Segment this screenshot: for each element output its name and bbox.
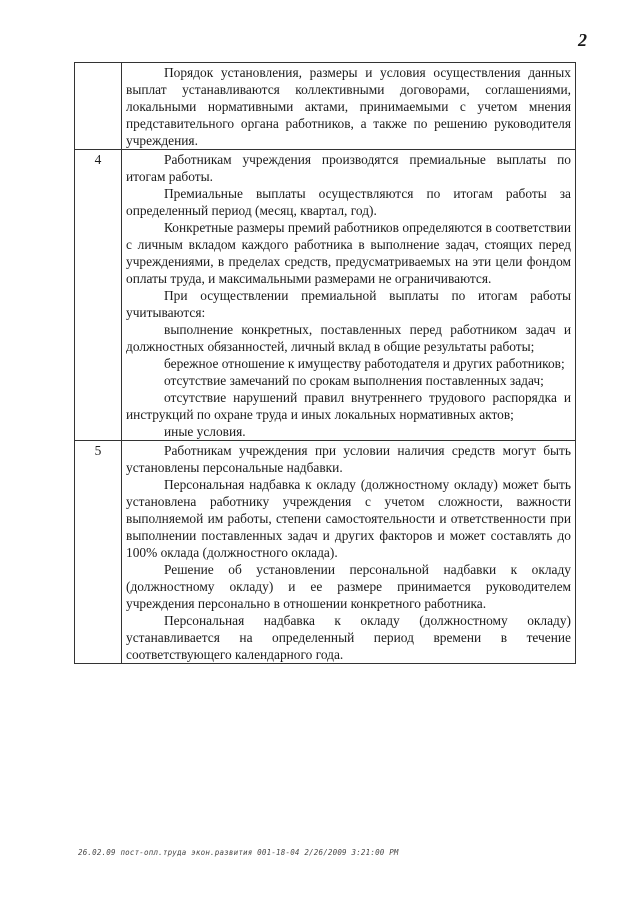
paragraph: отсутствие нарушений правил внутреннего трудового распорядка и инструкций по охране труда и иных локальных нормативных актов; bbox=[126, 390, 571, 422]
paragraph: Порядок установления, размеры и условия осуществления данных выплат устанавливаются коллективными договорами, соглашениями, локальными нормативными актами, принимаемыми с учетом мнения представительного органа работников, а также по решению руководителя учреждения. bbox=[126, 65, 571, 148]
row-number: 4 bbox=[75, 150, 122, 441]
paragraph: Решение об установлении персональной надбавки к окладу (должностному окладу) и ее размере принимается руководителем учреждения персонально в отношении конкретного работника. bbox=[126, 562, 571, 611]
document-footer: 26.02.09 пост-опл.труда экон.развития 001-18-04 2/26/2009 3:21:00 PM bbox=[78, 848, 399, 857]
table-row bbox=[75, 63, 576, 150]
row-number: 5 bbox=[75, 441, 122, 664]
paragraph: Персональная надбавка к окладу (должностному окладу) может быть установлена работнику учреждения с учетом сложности, важности выполняемой им работы, степени самостоятельности и ответственности при выполнении поставленных задач и других факторов и может составлять до 100% оклада (должностного оклада). bbox=[126, 477, 571, 560]
row-number bbox=[75, 63, 122, 150]
regulation-table bbox=[74, 62, 576, 664]
paragraph: иные условия. bbox=[164, 424, 246, 439]
paragraph: Работникам учреждения производятся премиальные выплаты по итогам работы. bbox=[126, 152, 571, 184]
row-text bbox=[122, 150, 576, 441]
table-row bbox=[75, 441, 576, 664]
page-number: 2 bbox=[578, 30, 587, 50]
paragraph: отсутствие замечаний по срокам выполнения поставленных задач; bbox=[164, 373, 544, 388]
row-text bbox=[122, 441, 576, 664]
paragraph: При осуществлении премиальной выплаты по итогам работы учитываются: bbox=[126, 288, 571, 320]
paragraph: Конкретные размеры премий работников определяются в соответствии с личным вкладом каждого работника в выполнение задач, стоящих перед учреждениями, в пределах средств, предусматриваемых на эти цели фондом оплаты труда, и максимальными размерами не ограничиваются. bbox=[126, 220, 571, 286]
paragraph: Премиальные выплаты осуществляются по итогам работы за определенный период (месяц, квартал, год). bbox=[126, 186, 571, 218]
paragraph: выполнение конкретных, поставленных перед работником задач и должностных обязанностей, личный вклад в общие результаты работы; bbox=[126, 322, 571, 354]
paragraph: Работникам учреждения при условии наличия средств могут быть установлены персональные надбавки. bbox=[126, 443, 571, 475]
paragraph: бережное отношение к имуществу работодателя и других работников; bbox=[164, 356, 565, 371]
row-text bbox=[122, 63, 576, 150]
table-row bbox=[75, 150, 576, 441]
paragraph: Персональная надбавка к окладу (должностному окладу) устанавливается на определенный период времени в течение соответствующего календарного года. bbox=[126, 613, 571, 662]
